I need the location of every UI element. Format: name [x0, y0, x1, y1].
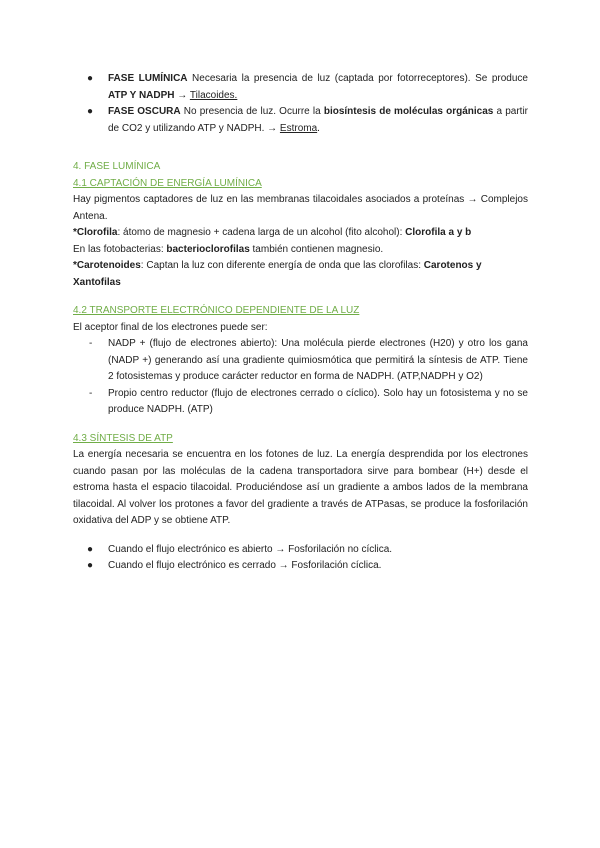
term-bold: bacterioclorofilas	[166, 243, 250, 255]
list-item-text: Cuando el flujo electrónico es abierto → Fosforilación no cíclica.	[108, 543, 393, 555]
term-text: : átomo de magnesio + cadena larga de un alcohol (fito alcohol):	[117, 227, 406, 238]
list-item-text: NADP + (flujo de electrones abierto): Una molécula pierde electrones (H20) y otro los gana (NADP +) generando así una gradiente quimiosmótica que permitirá la síntesis de ATP. Tiene 2 fotosistemas y produce carácter reductor en forma de NADPH. (ATP,NADPH y O2)	[108, 338, 528, 382]
subsection-heading: 4.1 CAPTACIÓN DE ENERGÍA LUMÍNICA	[73, 177, 262, 189]
subsection-heading: 4.3 SÍNTESIS DE ATP	[73, 432, 173, 444]
list-item	[73, 558, 528, 575]
bullet-icon: ●	[87, 106, 94, 117]
bullet-icon: ●	[87, 560, 94, 571]
punctuation: .	[317, 122, 320, 134]
phase-bold-text: biosíntesis de moléculas orgánicas	[323, 106, 494, 117]
paragraph: El aceptor final de los electrones puede ser:	[73, 321, 268, 333]
list-item-text: Cuando el flujo electrónico es cerrado → Fosforilación cíclica.	[108, 560, 382, 571]
list-item	[73, 336, 528, 386]
phosphorylation-list	[73, 542, 528, 575]
dash-icon: -	[89, 387, 93, 399]
term-label: *Carotenoides	[73, 260, 141, 271]
term-bold: Clorofila a y b	[405, 227, 472, 238]
list-item	[73, 386, 528, 419]
term-label: *Clorofila	[73, 227, 118, 238]
arrow-text: →	[174, 89, 190, 101]
phase-text: Necesaria la presencia de luz (captada por fotorreceptores). Se produce	[187, 73, 528, 84]
paragraph	[73, 225, 528, 242]
term-text: también contienen magnesio.	[249, 243, 384, 255]
phase-product: ATP Y NADPH	[108, 89, 175, 101]
list-item-text: Propio centro reductor (flujo de electrones cerrado o cíclico). Solo hay un fotosistema y no se produce NADPH. (ATP)	[108, 387, 528, 415]
phase-text: a partir de CO2 y utilizando ATP y NADPH. →	[108, 106, 529, 134]
dash-icon: -	[89, 338, 93, 349]
phase-text: No presencia de luz. Ocurre la	[180, 106, 324, 117]
term-text: En las fotobacterias:	[73, 243, 167, 255]
section-heading: 4. FASE LUMÍNICA	[73, 161, 161, 172]
phase-location: Tilacoides.	[189, 89, 238, 101]
bullet-icon: ●	[87, 543, 94, 555]
paragraph	[73, 242, 528, 259]
acceptor-list	[73, 336, 528, 419]
phase-location: Estroma	[279, 122, 318, 134]
paragraph: Hay pigmentos captadores de luz en las membranas tilacoidales asociados a proteínas → Complejos Antena.	[73, 194, 528, 222]
list-item	[73, 104, 528, 137]
list-item	[73, 542, 528, 559]
paragraph: La energía necesaria se encuentra en los fotones de luz. La energía desprendida por los electrones cuando pasan por las moléculas de la cadena transportadora sirve para bombear (H+) desde el estroma hasta el espacio tilacoidal. Produciéndose así un gradiente a ambos lados de la membrana tilacoidal. Al volver los protones a favor del gradiente a través de ATPasas, se produce la fosforilación oxidativa del ADP y se obtiene ATP.	[73, 449, 528, 526]
paragraph	[73, 258, 528, 291]
bullet-icon: ●	[87, 73, 94, 84]
phase-label: FASE LUMÍNICA	[108, 73, 188, 84]
term-bold: Carotenos y Xantofilas	[73, 260, 482, 288]
document-page	[73, 71, 528, 575]
list-item	[73, 71, 528, 104]
phase-list	[73, 71, 528, 137]
term-text: : Captan la luz con diferente energía de onda que las clorofilas:	[140, 260, 424, 271]
phase-label: FASE OSCURA	[108, 106, 181, 117]
subsection-heading: 4.2 TRANSPORTE ELECTRÓNICO DEPENDIENTE DE LA LUZ	[73, 305, 360, 316]
